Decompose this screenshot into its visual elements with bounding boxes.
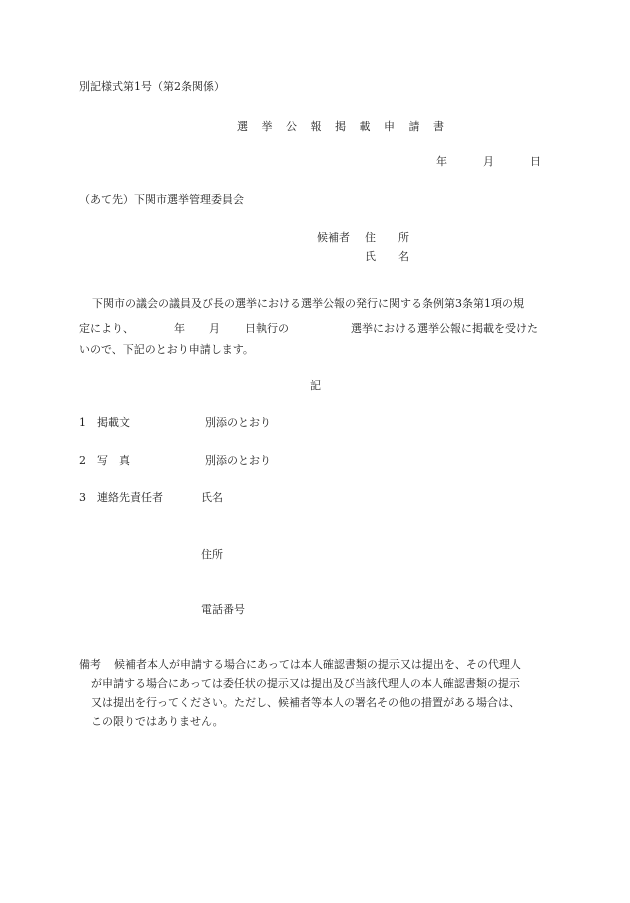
- addressee: （あて先）下関市選挙管理委員会: [79, 193, 244, 206]
- ki-heading: 記: [310, 379, 321, 392]
- applicant-label: 候補者: [317, 231, 350, 244]
- date-day-label: 日: [530, 155, 541, 168]
- body-line-2-suffix: 選挙における選挙公報に掲載を受けた: [351, 322, 538, 335]
- applicant-address-label: 住 所: [365, 231, 409, 244]
- body-year-label: 年: [174, 322, 185, 335]
- item-value: 別添のとおり: [205, 416, 271, 429]
- date-month-label: 月: [483, 155, 494, 168]
- body-month-label: 月: [209, 322, 220, 335]
- date-year-label: 年: [436, 155, 447, 168]
- note-line-3: 又は提出を行ってください。ただし、候補者等本人の署名その他の措置がある場合は、: [91, 696, 520, 709]
- body-line-3: いので、下記のとおり申請します。: [79, 343, 254, 356]
- item-value: 別添のとおり: [205, 454, 271, 467]
- item-number: 1: [79, 416, 86, 429]
- body-day-exec: 日執行の: [245, 322, 289, 335]
- note-line-2: が申請する場合にあっては委任状の提示又は提出及び当該代理人の本人確認書類の提示: [91, 677, 520, 690]
- note-label: 備考: [79, 658, 101, 671]
- contact-address-label: 住所: [201, 548, 223, 561]
- applicant-name-label: 氏 名: [365, 250, 409, 263]
- item-label: 連絡先責任者: [97, 491, 163, 504]
- document-title: 選 挙 公 報 掲 載 申 請 書: [237, 120, 449, 133]
- item-number: 3: [79, 491, 86, 504]
- item-number: 2: [79, 454, 86, 467]
- note-line-1: 候補者本人が申請する場合にあっては本人確認書類の提示又は提出を、その代理人: [114, 658, 521, 671]
- form-number: 別記様式第1号（第2条関係）: [79, 80, 225, 93]
- item-value: 氏名: [201, 491, 223, 504]
- body-line-1: 下関市の議会の議員及び長の選挙における選挙公報の発行に関する条例第3条第1項の規: [92, 297, 524, 310]
- item-label: 掲載文: [97, 416, 130, 429]
- item-label: 写 真: [97, 454, 130, 467]
- contact-phone-label: 電話番号: [201, 603, 245, 616]
- note-line-4: この限りではありません。: [91, 715, 224, 728]
- body-line-2-prefix: 定により、: [79, 322, 134, 335]
